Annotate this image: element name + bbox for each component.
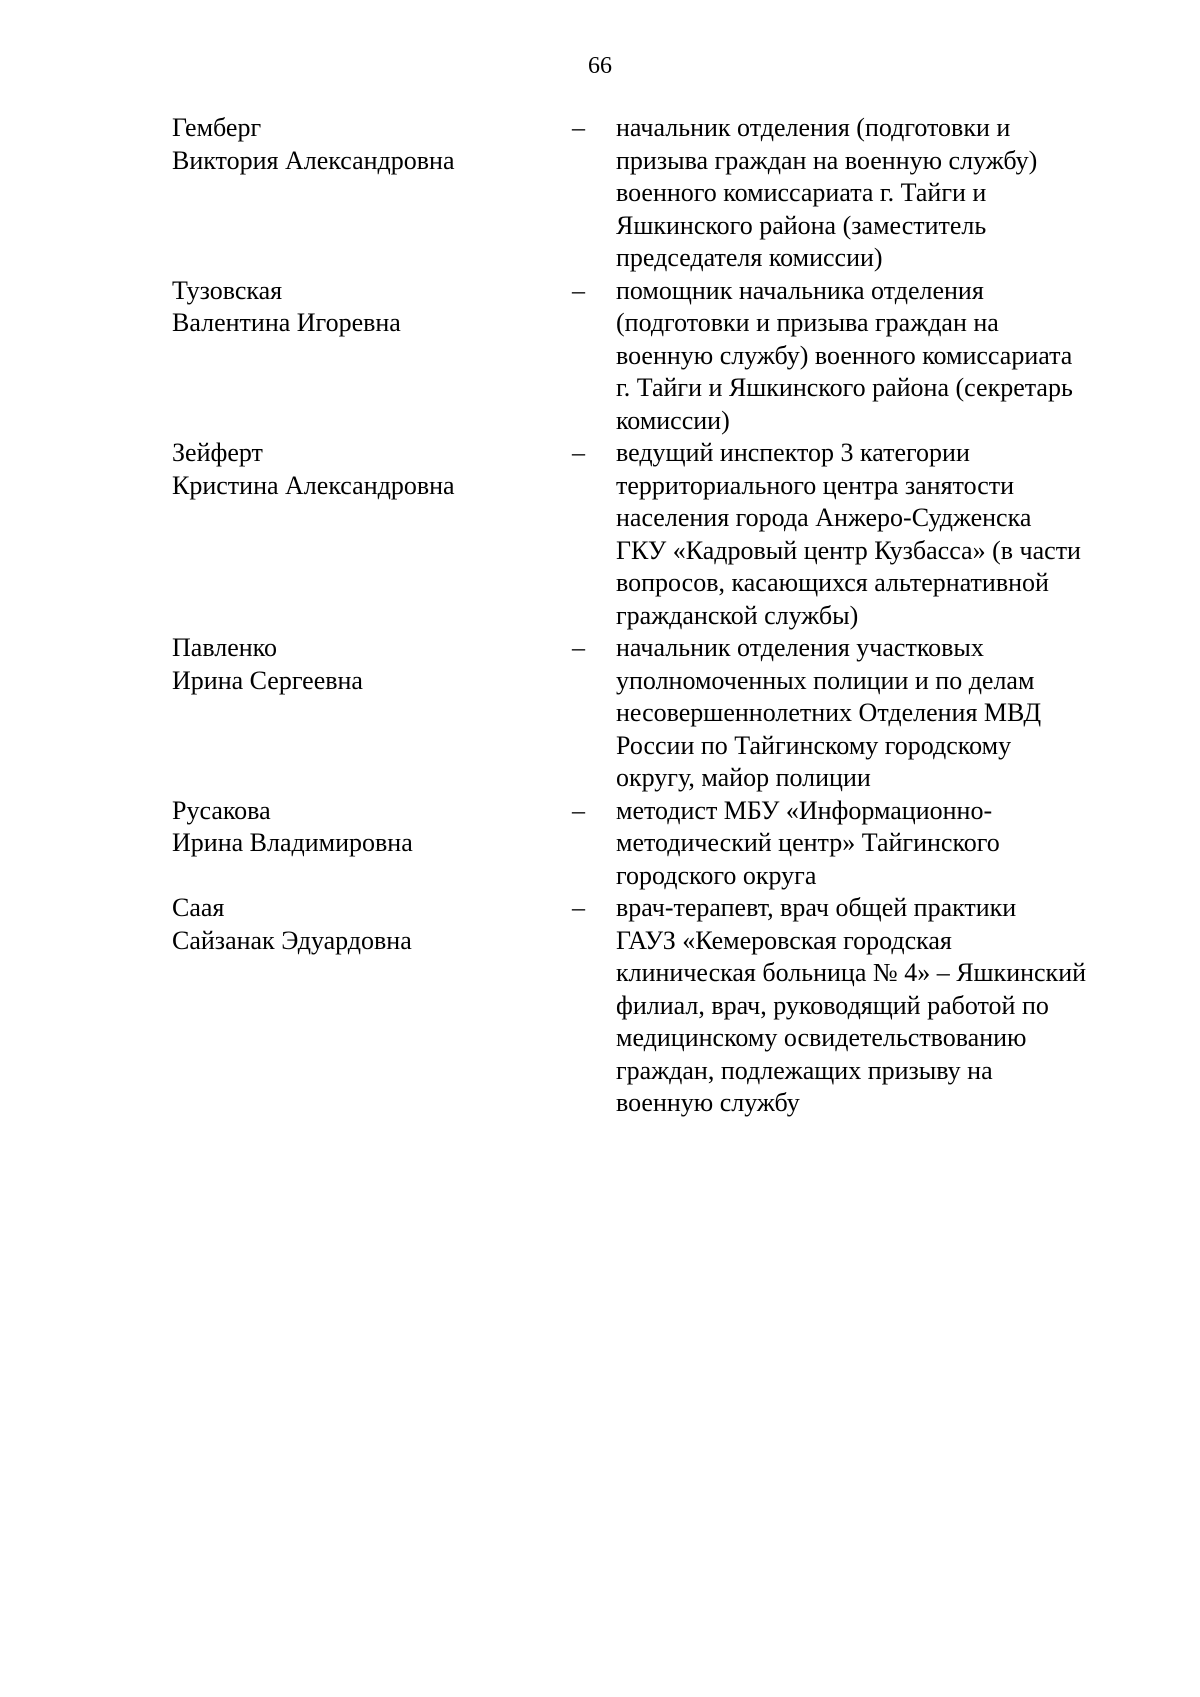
position-line: начальник отделения (подготовки и [616, 113, 1011, 142]
member-position [616, 437, 1142, 632]
position-line: ведущий инспектор 3 категории [616, 438, 970, 467]
dash-separator: – [572, 893, 585, 922]
dash-separator: – [572, 795, 585, 825]
position-line: военную службу [616, 1088, 800, 1117]
dash-separator: – [572, 438, 585, 467]
position-line: клиническая больница № 4» – Яшкинский [616, 958, 1087, 987]
member-name [172, 437, 572, 502]
member-entry [172, 437, 1142, 632]
position-line: Яшкинского района (заместитель [616, 210, 987, 240]
commission-members-list [172, 112, 1142, 1120]
position-line: призыва граждан на военную службу) [616, 145, 1038, 175]
member-name [172, 795, 572, 860]
member-given-names: Ирина Владимировна [172, 828, 413, 857]
member-name [172, 632, 572, 697]
position-line: врач-терапевт, врач общей практики [616, 893, 1017, 922]
member-entry [172, 275, 1142, 438]
member-entry [172, 632, 1142, 795]
member-position [616, 112, 1142, 275]
position-line: России по Тайгинскому городскому [616, 730, 1012, 760]
dash-separator: – [572, 113, 585, 142]
member-given-names: Кристина Александровна [172, 470, 455, 500]
position-line: вопросов, касающихся альтернативной [616, 568, 1049, 597]
position-line: председателя комиссии) [616, 243, 883, 272]
member-given-names: Ирина Сергеевна [172, 665, 363, 695]
member-position [616, 795, 1142, 893]
member-given-names: Валентина Игоревна [172, 308, 401, 337]
position-line: территориального центра занятости [616, 470, 1015, 500]
dash-separator: – [572, 275, 585, 305]
position-line: ГКУ «Кадровый центр Кузбасса» (в части [616, 535, 1081, 565]
position-line: городского округа [616, 860, 817, 890]
position-line: методический центр» Тайгинского [616, 828, 1000, 857]
member-entry [172, 892, 1142, 1120]
position-line: медицинскому освидетельствованию [616, 1023, 1027, 1052]
position-line: комиссии) [616, 405, 730, 435]
member-given-names: Сайзанак Эдуардовна [172, 925, 412, 955]
member-surname: Зейферт [172, 438, 263, 467]
member-position [616, 632, 1142, 795]
position-line: граждан, подлежащих призыву на [616, 1055, 993, 1085]
position-line: г. Тайги и Яшкинского района (секретарь [616, 373, 1073, 402]
position-line: военного комиссариата г. Тайги и [616, 178, 987, 207]
position-line: населения города Анжеро-Судженска [616, 503, 1032, 532]
member-given-names: Виктория Александровна [172, 145, 455, 175]
member-surname: Павленко [172, 633, 277, 662]
member-position [616, 275, 1142, 438]
position-line: филиал, врач, руководящий работой по [616, 990, 1049, 1020]
member-surname: Саая [172, 893, 225, 922]
position-line: военную службу) военного комиссариата [616, 340, 1073, 370]
position-line: гражданской службы) [616, 600, 859, 630]
page-number: 66 [588, 53, 612, 79]
member-name [172, 112, 572, 177]
member-entry [172, 112, 1142, 275]
dash-separator: – [572, 633, 585, 662]
position-line: несовершеннолетних Отделения МВД [616, 698, 1042, 727]
member-entry [172, 795, 1142, 893]
position-line: уполномоченных полиции и по делам [616, 665, 1035, 695]
position-line: начальник отделения участковых [616, 633, 984, 662]
member-name [172, 275, 572, 340]
position-line: методист МБУ «Информационно- [616, 795, 993, 825]
position-line: помощник начальника отделения [616, 275, 984, 305]
position-line: ГАУЗ «Кемеровская городская [616, 925, 952, 955]
position-line: (подготовки и призыва граждан на [616, 308, 999, 337]
member-surname: Тузовская [172, 275, 283, 305]
member-name [172, 892, 572, 957]
member-surname: Русакова [172, 795, 271, 825]
member-position [616, 892, 1142, 1120]
position-line: округу, майор полиции [616, 763, 871, 792]
member-surname: Гемберг [172, 113, 262, 142]
